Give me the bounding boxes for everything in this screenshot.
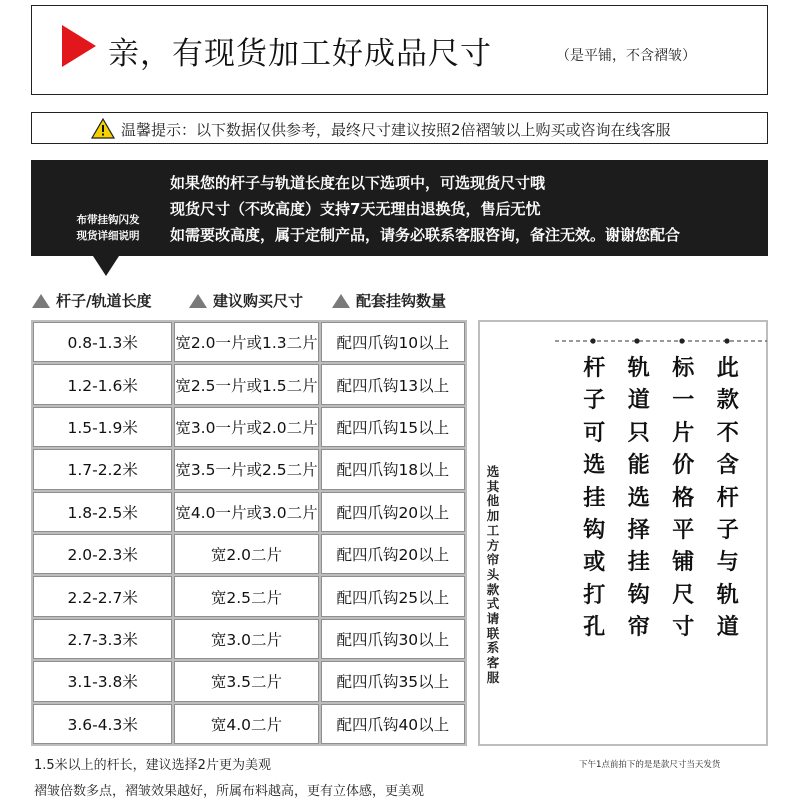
vertical-char: 平 — [672, 518, 695, 544]
vertical-char: 寸 — [672, 615, 695, 641]
vertical-char: 孔 — [583, 615, 606, 641]
vertical-char: 钩 — [627, 582, 650, 608]
length-cell: 3.6-4.3米 — [33, 704, 172, 744]
vertical-text-column — [706, 353, 751, 645]
footer-note: 褶皱倍数多点，褶皱效果越好，所属布料越高，更有立体感，更美观 — [34, 784, 425, 799]
title-note: （是平铺，不含褶皱） — [556, 48, 696, 64]
hooks-cell: 配四爪钩40以上 — [321, 704, 465, 744]
vertical-text-column — [572, 353, 617, 645]
size-cell: 宽3.0二片 — [174, 619, 318, 659]
band-line: 如需要改高度，属于定制产品，请务必联系客服咨询，备注无效。谢谢您配合 — [170, 226, 681, 244]
table-row — [33, 407, 465, 447]
length-cell: 1.8-2.5米 — [33, 492, 172, 532]
vertical-char: 道 — [627, 388, 650, 414]
vertical-char: 选 — [583, 453, 606, 479]
vertical-char: 标 — [672, 356, 695, 381]
size-cell: 宽3.5二片 — [174, 661, 318, 701]
hooks-cell: 配四爪钩25以上 — [321, 576, 465, 616]
band-line: 现货尺寸（不改高度）支持7天无理由退换货，售后无忧 — [170, 200, 541, 218]
vertical-char: 子 — [583, 388, 606, 414]
vertical-char: 含 — [716, 453, 739, 479]
vertical-char: 尺 — [672, 582, 695, 608]
table-row — [33, 619, 465, 659]
hooks-cell: 配四爪钩18以上 — [321, 449, 465, 489]
table-row — [33, 492, 465, 532]
length-cell: 2.0-2.3米 — [33, 534, 172, 574]
page-title: 亲，有现货加工好成品尺寸 — [108, 36, 492, 72]
vertical-char: 能 — [627, 453, 650, 479]
vertical-char: 轨 — [716, 582, 739, 608]
vertical-char: 只 — [627, 420, 650, 446]
dotted-divider — [555, 336, 767, 346]
vertical-text-column — [661, 353, 706, 645]
play-triangle-icon — [62, 25, 96, 67]
length-cell: 1.7-2.2米 — [33, 449, 172, 489]
vertical-char: 择 — [627, 518, 650, 544]
warning-icon — [91, 118, 115, 139]
triangle-icon — [332, 294, 350, 308]
size-cell: 宽3.5一片或2.5二片 — [174, 449, 318, 489]
size-cell: 宽2.0二片 — [174, 534, 318, 574]
band-side-caption — [60, 212, 156, 244]
vertical-char: 道 — [716, 615, 739, 641]
hooks-cell: 配四爪钩30以上 — [321, 619, 465, 659]
vertical-char: 可 — [583, 420, 606, 446]
column-header-label: 配套挂钩数量 — [356, 292, 447, 310]
table-row — [33, 534, 465, 574]
vertical-char: 价 — [672, 453, 695, 479]
vertical-char: 杆 — [716, 485, 739, 511]
size-cell: 宽4.0一片或3.0二片 — [174, 492, 318, 532]
vertical-text-grid — [572, 353, 750, 645]
length-cell: 3.1-3.8米 — [33, 661, 172, 701]
table-row — [33, 704, 465, 744]
length-cell: 0.8-1.3米 — [33, 322, 172, 362]
hooks-cell: 配四爪钩15以上 — [321, 407, 465, 447]
vertical-char: 或 — [583, 550, 606, 576]
hooks-cell: 配四爪钩20以上 — [321, 534, 465, 574]
hooks-cell: 配四爪钩13以上 — [321, 364, 465, 404]
table-row — [33, 576, 465, 616]
vertical-char: 钩 — [583, 518, 606, 544]
vertical-label: 选其他加工方帘头款式请联系客服 — [486, 464, 500, 685]
vertical-char: 挂 — [583, 485, 606, 511]
vertical-char: 选 — [627, 485, 650, 511]
table-row — [33, 449, 465, 489]
length-cell: 2.7-3.3米 — [33, 619, 172, 659]
length-cell: 1.2-1.6米 — [33, 364, 172, 404]
vertical-char: 一 — [672, 388, 695, 414]
size-cell: 宽3.0一片或2.0二片 — [174, 407, 318, 447]
column-header-length — [32, 290, 151, 311]
band-side-line: 布带挂钩闪发 — [76, 214, 140, 226]
hooks-cell: 配四爪钩10以上 — [321, 322, 465, 362]
vertical-char: 杆 — [583, 356, 606, 381]
vertical-char: 轨 — [627, 356, 650, 381]
vertical-char: 打 — [583, 582, 606, 608]
length-cell: 1.5-1.9米 — [33, 407, 172, 447]
hooks-cell: 配四爪钩20以上 — [321, 492, 465, 532]
vertical-char: 格 — [672, 485, 695, 511]
vertical-char: 铺 — [672, 550, 695, 576]
table-row — [33, 364, 465, 404]
vertical-char: 片 — [672, 420, 695, 446]
down-arrow-icon — [93, 256, 119, 276]
size-table — [31, 320, 467, 746]
column-header-label: 建议购买尺寸 — [213, 292, 304, 310]
hooks-cell: 配四爪钩35以上 — [321, 661, 465, 701]
shipping-note: 下午1点前拍下的是是款尺寸当天发货 — [579, 760, 721, 770]
tip-text: 温馨提示：以下数据仅供参考，最终尺寸建议按照2倍褶皱以上购买或咨询在线客服 — [121, 121, 671, 139]
vertical-char: 帘 — [627, 615, 650, 641]
vertical-char: 此 — [716, 356, 739, 381]
length-cell: 2.2-2.7米 — [33, 576, 172, 616]
vertical-char: 挂 — [627, 550, 650, 576]
size-cell: 宽2.5二片 — [174, 576, 318, 616]
triangle-icon — [189, 294, 207, 308]
footer-note: 1.5米以上的杆长，建议选择2片更为美观 — [34, 758, 271, 773]
vertical-char: 子 — [716, 518, 739, 544]
size-cell: 宽2.0一片或1.3二片 — [174, 322, 318, 362]
column-header-hooks — [332, 290, 446, 311]
column-header-label: 杆子/轨道长度 — [56, 292, 152, 310]
vertical-char: 与 — [716, 550, 739, 576]
table-row — [33, 322, 465, 362]
size-cell: 宽2.5一片或1.5二片 — [174, 364, 318, 404]
band-line: 如果您的杆子与轨道长度在以下选项中，可选现货尺寸哦 — [170, 174, 546, 192]
triangle-icon — [32, 294, 50, 308]
vertical-char: 不 — [716, 420, 739, 446]
table-row — [33, 661, 465, 701]
size-cell: 宽4.0二片 — [174, 704, 318, 744]
vertical-text-column — [617, 353, 662, 645]
vertical-char: 款 — [716, 388, 739, 414]
column-header-size — [189, 290, 303, 311]
band-side-line: 现货详细说明 — [76, 230, 140, 242]
